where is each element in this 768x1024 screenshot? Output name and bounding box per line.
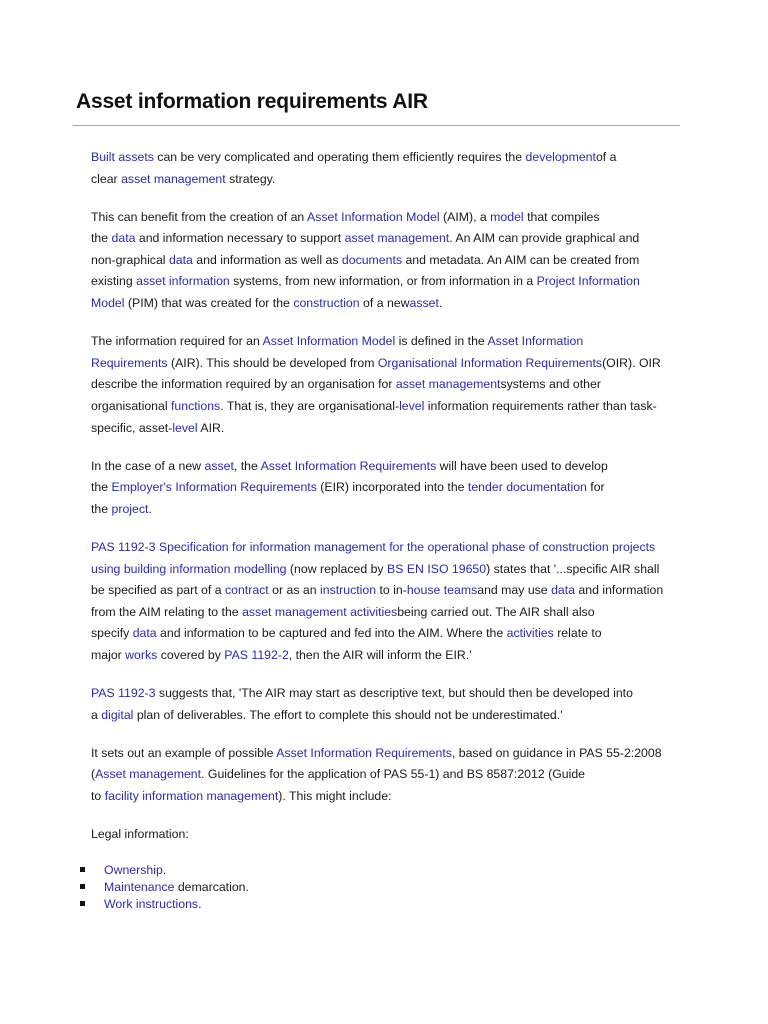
- link-data[interactable]: data: [111, 231, 136, 246]
- text-run: be specified as part of a: [91, 583, 225, 598]
- text-run: In the case of a new: [91, 458, 205, 473]
- text-run: describe the information required by an organisation for: [91, 377, 396, 392]
- text-run: and information to be captured and fed into the AIM. Where the: [156, 626, 507, 641]
- paragraph: [91, 537, 681, 667]
- list-item: [91, 862, 681, 879]
- text-run: and information: [575, 583, 664, 598]
- text-run: strategy.: [225, 171, 276, 186]
- link-asset-management-activities[interactable]: asset management activities: [242, 604, 398, 619]
- text-run: and may use: [477, 583, 552, 598]
- paragraph: [91, 147, 681, 190]
- text-run: being carried out. The AIR shall also: [397, 604, 595, 619]
- link-works[interactable]: works: [125, 647, 158, 662]
- text-run: to in-: [376, 583, 407, 598]
- text-run: (OIR). OIR: [602, 355, 661, 370]
- text-run: a: [91, 707, 102, 722]
- text-run: (AIR). This should be developed from: [167, 355, 378, 370]
- text-run: non-graphical: [91, 252, 169, 267]
- link-asset-management[interactable]: asset management: [395, 377, 501, 392]
- paragraph: [91, 456, 681, 521]
- link-bs-en-iso-19650[interactable]: BS EN ISO 19650: [387, 561, 487, 576]
- link-instruction[interactable]: instruction: [320, 583, 377, 598]
- text-run: , based on guidance in PAS 55-2:2008: [451, 745, 662, 760]
- link-pas-1192-2[interactable]: PAS 1192-2: [224, 647, 289, 662]
- text-run: (: [91, 767, 96, 782]
- link-ownership[interactable]: Ownership: [104, 863, 163, 878]
- link-tender-documentation[interactable]: tender documentation: [467, 480, 587, 495]
- text-run: to: [91, 788, 105, 803]
- link-development[interactable]: development: [525, 150, 596, 164]
- text-run: and metadata. An AIM can be created from: [402, 252, 640, 267]
- link-asset-management[interactable]: asset management: [344, 231, 450, 246]
- link-house-teams[interactable]: house teams: [406, 583, 478, 598]
- text-run: .: [438, 296, 443, 311]
- text-run: major: [91, 647, 126, 662]
- link-data[interactable]: data: [132, 626, 157, 641]
- text-run: specific, asset-: [91, 420, 173, 435]
- text-run: AIR.: [197, 420, 225, 435]
- link-data[interactable]: data: [551, 583, 575, 598]
- text-run: plan of deliverables. The effort to complete this should not be underestimated.': [133, 707, 563, 722]
- link-functions[interactable]: functions: [170, 398, 221, 413]
- text-run: and information necessary to support: [135, 231, 345, 246]
- paragraph: [91, 824, 681, 846]
- text-run: organisational: [91, 398, 171, 413]
- text-run: information requirements rather than task-: [424, 398, 657, 413]
- link-using-building-information-modelling[interactable]: using building information modelling: [91, 561, 287, 576]
- square-bullet-icon: [80, 884, 85, 889]
- text-run: demarcation.: [174, 879, 249, 894]
- link-project-information[interactable]: Project Information: [536, 274, 640, 289]
- link-asset-information-requirements[interactable]: Asset Information Requirements: [276, 745, 452, 760]
- link-digital[interactable]: digital: [101, 707, 134, 722]
- link-pas-1192-3[interactable]: PAS 1192-3: [91, 685, 156, 700]
- text-run: from the AIM relating to the: [91, 604, 243, 619]
- text-run: (EIR) incorporated into the: [316, 480, 468, 495]
- paragraph: [91, 743, 681, 808]
- text-run: suggests that, 'The AIR may start as descriptive text, but should then be developed into: [155, 685, 633, 700]
- link-asset-information[interactable]: Asset Information: [487, 334, 584, 349]
- text-run: (PIM) that was created for the: [124, 296, 294, 311]
- paragraph: [91, 331, 681, 439]
- text-run: (AIM), a: [439, 209, 491, 224]
- link-employer-s-information-requirements[interactable]: Employer's Information Requirements: [111, 480, 317, 495]
- square-bullet-icon: [80, 867, 85, 872]
- link-data[interactable]: data: [168, 252, 193, 267]
- text-run: .: [148, 501, 152, 516]
- text-run: systems, from new information, or from information in a: [229, 274, 537, 289]
- link-organisational-information-requirements[interactable]: Organisational Information Requirements: [377, 355, 603, 370]
- link-asset-information-model[interactable]: Asset Information Model: [307, 209, 440, 224]
- link-asset-information-requirements[interactable]: Asset Information Requirements: [260, 458, 437, 473]
- text-run: .: [198, 896, 202, 911]
- text-run: for: [586, 480, 605, 495]
- text-run: is defined in the: [395, 334, 488, 349]
- link-built-assets[interactable]: Built assets: [91, 150, 154, 164]
- link-asset-information[interactable]: asset information: [136, 274, 230, 289]
- text-run: Legal information:: [91, 826, 189, 841]
- paragraph: [91, 207, 681, 315]
- link-pas-1192-3-specification-for-information[interactable]: PAS 1192-3 Specification for information management for the operational phase of construction projects: [91, 539, 656, 554]
- link-documents[interactable]: documents: [341, 252, 403, 267]
- text-run: This can benefit from the creation of an: [91, 209, 307, 224]
- link-activities[interactable]: activities: [506, 626, 554, 641]
- link-work-instructions[interactable]: Work instructions: [104, 896, 199, 911]
- text-run: that compiles: [523, 209, 600, 224]
- link-asset[interactable]: asset: [409, 296, 439, 311]
- text-run: existing: [91, 274, 137, 289]
- page-title: Asset information requirements AIR: [76, 90, 428, 113]
- article-body: [91, 147, 681, 912]
- paragraph: [91, 683, 681, 726]
- text-run: of a: [595, 150, 617, 164]
- link-contract[interactable]: contract: [224, 583, 269, 598]
- list-item: [91, 879, 681, 896]
- link-model[interactable]: model: [490, 209, 524, 224]
- list-item: [91, 896, 681, 913]
- legal-info-list: [91, 862, 681, 912]
- text-run: , the: [233, 458, 261, 473]
- text-run: It sets out an example of possible: [91, 745, 277, 760]
- paragraph-list: [91, 147, 681, 846]
- text-run: covered by: [157, 647, 225, 662]
- text-run: can be very complicated and operating them efficiently requires the: [153, 150, 526, 164]
- link-asset-information-model[interactable]: Asset Information Model: [262, 334, 396, 349]
- text-run: , then the AIR will inform the EIR.': [288, 647, 472, 662]
- text-run: ). This might include:: [278, 788, 392, 803]
- link-level[interactable]: level: [172, 420, 198, 435]
- link-model[interactable]: Model: [91, 296, 125, 311]
- text-run: the: [91, 501, 112, 516]
- text-run: .: [162, 863, 167, 878]
- text-run: relate to: [553, 626, 602, 641]
- link-asset-management[interactable]: Asset management: [95, 767, 202, 782]
- text-run: clear: [91, 171, 122, 186]
- link-asset[interactable]: asset: [204, 458, 234, 473]
- text-run: . An AIM can provide graphical and: [449, 231, 640, 246]
- text-run: The information required for an: [91, 334, 263, 349]
- text-run: and information as well as: [192, 252, 342, 267]
- text-run: . Guidelines for the application of PAS 55-1) and BS 8587:2012 (Guide: [201, 767, 586, 782]
- link-project[interactable]: project: [111, 501, 149, 516]
- text-run: the: [91, 480, 112, 495]
- text-run: systems and other: [500, 377, 601, 392]
- link-construction[interactable]: construction: [293, 296, 360, 311]
- text-run: or as an: [268, 583, 320, 598]
- link-requirements[interactable]: Requirements: [91, 355, 168, 370]
- text-run: specify: [91, 626, 133, 641]
- text-run: the: [91, 231, 112, 246]
- link-asset-management[interactable]: asset management: [121, 171, 226, 186]
- text-run: of a new: [359, 296, 410, 311]
- title-divider: [73, 125, 680, 126]
- text-run: will have been used to develop: [436, 458, 608, 473]
- text-run: (now replaced by: [286, 561, 387, 576]
- text-run: ) states that '...specific AIR shall: [486, 561, 660, 576]
- text-run: . That is, they are organisational-: [220, 398, 400, 413]
- link-maintenance[interactable]: Maintenance: [104, 879, 175, 894]
- link-level[interactable]: level: [399, 398, 425, 413]
- link-facility-information-management[interactable]: facility information management: [104, 788, 279, 803]
- square-bullet-icon: [80, 901, 85, 906]
